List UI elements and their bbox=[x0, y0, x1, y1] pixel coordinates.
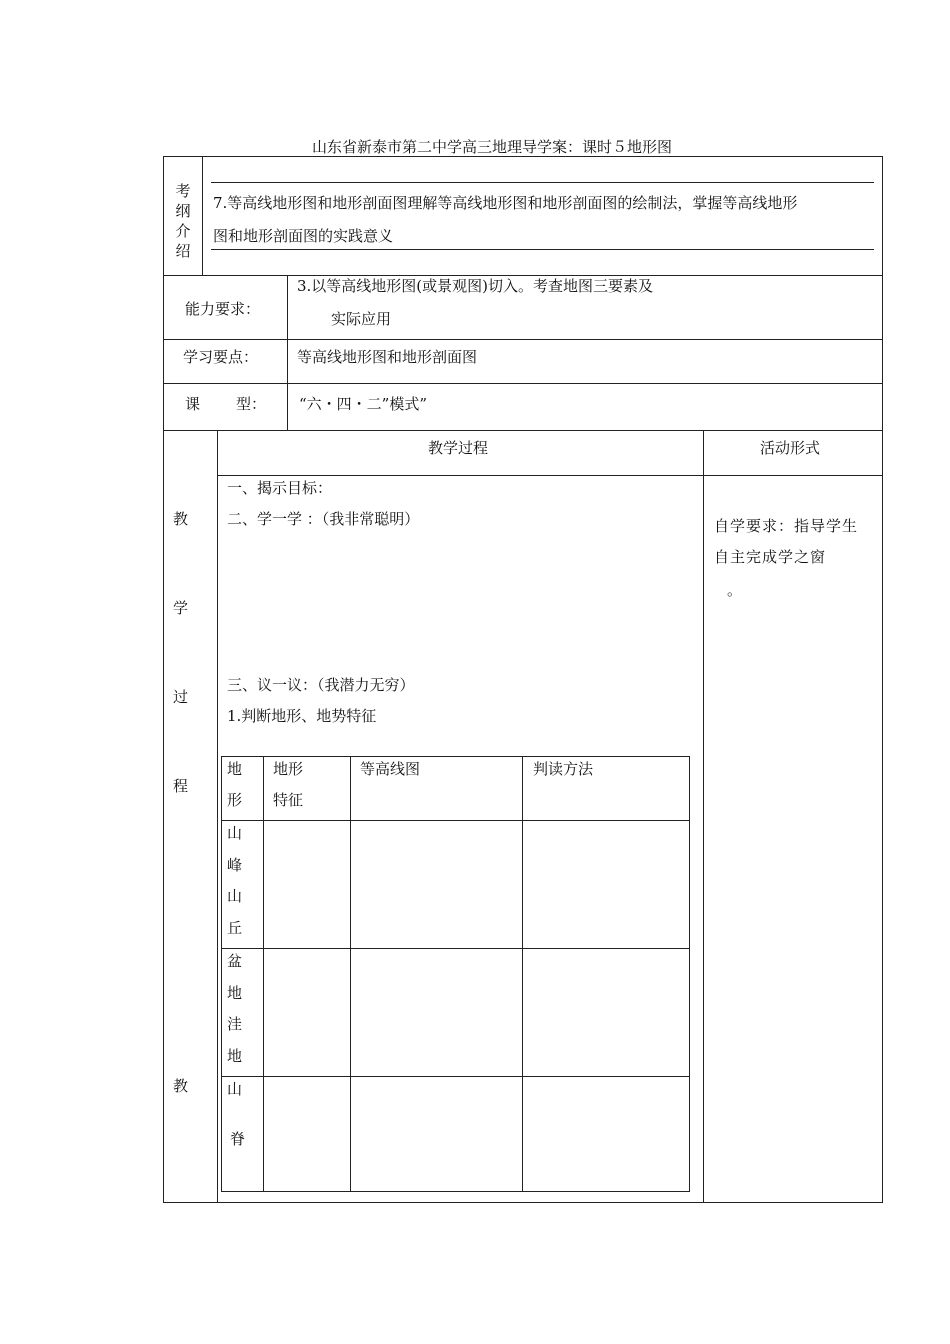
activity-column-divider bbox=[703, 430, 704, 1202]
row-divider-3 bbox=[163, 383, 883, 384]
syllabus-inner-rule-bottom bbox=[211, 249, 874, 250]
feature-header-line2: 特征 bbox=[273, 791, 304, 809]
table-border-bottom bbox=[163, 1202, 883, 1203]
row-peak-char: 丘 bbox=[227, 919, 243, 937]
page-title: 山东省新泰市第二中学高三地理导学案：课时５地形图 bbox=[312, 138, 673, 156]
landform-table-left bbox=[221, 756, 222, 1192]
ability-label: 能力要求： bbox=[185, 300, 261, 318]
feature-header-line1: 地形 bbox=[273, 760, 304, 778]
step-reveal-goals: 一、揭示目标： bbox=[227, 479, 333, 497]
row-divider-4 bbox=[163, 430, 883, 431]
row-ridge-char: 山 bbox=[227, 1080, 243, 1098]
table-border-left bbox=[163, 156, 164, 1203]
ability-text-line1: 3.以等高线地形图(或景观图)切入。考查地图三要素及 bbox=[297, 277, 654, 295]
row-ridge-char: 脊 bbox=[230, 1130, 246, 1148]
step-learn: 二、学一学 ：（我非常聪明） bbox=[227, 510, 420, 528]
lesson-type-label-b: 型： bbox=[236, 395, 267, 413]
row-peak-char: 峰 bbox=[227, 856, 243, 874]
lesson-type-value: “六・四・二”模式” bbox=[299, 395, 428, 413]
row-basin-char: 地 bbox=[227, 984, 243, 1002]
activity-column-header: 活动形式 bbox=[760, 439, 821, 457]
contour-header: 等高线图 bbox=[360, 760, 421, 778]
landform-table-row-rule bbox=[221, 948, 690, 949]
landform-table-col-rule bbox=[263, 756, 264, 1192]
process-column-header: 教学过程 bbox=[428, 439, 489, 457]
syllabus-text-line1: 7.等高线地形图和地形剖面图理解等高线地形图和地形剖面图的绘制法，掌握等高线地形 bbox=[213, 194, 798, 212]
keypoints-value: 等高线地形图和地形剖面图 bbox=[297, 348, 478, 366]
keypoints-label: 学习要点： bbox=[183, 348, 259, 366]
landform-table-bottom bbox=[221, 1191, 690, 1192]
syllabus-label-char: 纲 bbox=[175, 202, 191, 220]
landform-table-col-rule bbox=[350, 756, 351, 1192]
syllabus-inner-rule-top bbox=[211, 182, 874, 183]
landform-table-header-rule bbox=[221, 820, 690, 821]
landform-header-char: 地 bbox=[227, 760, 243, 778]
syllabus-divider bbox=[202, 156, 203, 275]
table-border-top bbox=[163, 156, 883, 157]
row-basin-char: 地 bbox=[227, 1047, 243, 1065]
method-header: 判读方法 bbox=[533, 760, 594, 778]
row-divider-2 bbox=[163, 339, 883, 340]
landform-table-col-rule bbox=[522, 756, 523, 1192]
activity-text-line1: 自学要求：指导学生 bbox=[714, 517, 859, 535]
activity-text-line2: 自主完成学之窗 bbox=[714, 548, 827, 566]
row-basin-char: 洼 bbox=[227, 1015, 243, 1033]
landform-header-char: 形 bbox=[227, 791, 243, 809]
syllabus-label-char: 绍 bbox=[175, 242, 191, 260]
process-side-char: 过 bbox=[173, 688, 189, 706]
process-side-char: 学 bbox=[173, 599, 189, 617]
process-header-rule bbox=[217, 475, 883, 476]
landform-table-top bbox=[221, 756, 690, 757]
row-basin-char: 盆 bbox=[227, 952, 243, 970]
landform-table-row-rule bbox=[221, 1076, 690, 1077]
step-discuss-item-1: 1.判断地形、地势特征 bbox=[227, 707, 377, 725]
syllabus-label bbox=[173, 181, 193, 261]
lesson-type-label-a: 课 bbox=[185, 395, 201, 413]
syllabus-label-char: 考 bbox=[175, 182, 191, 200]
activity-text-line3: 。 bbox=[727, 581, 743, 599]
ability-text-line2: 实际应用 bbox=[331, 310, 392, 328]
row-peak-char: 山 bbox=[227, 887, 243, 905]
process-side-char: 程 bbox=[173, 777, 189, 795]
syllabus-text-line2: 图和地形剖面图的实践意义 bbox=[213, 227, 394, 245]
step-discuss: 三、议一议：（我潜力无穷） bbox=[227, 676, 415, 694]
row-peak-char: 山 bbox=[227, 824, 243, 842]
syllabus-label-char: 介 bbox=[175, 222, 191, 240]
table-border-right bbox=[882, 156, 883, 1203]
label-column-divider bbox=[287, 275, 288, 430]
process-side-char: 教 bbox=[173, 510, 189, 528]
process-side-char: 教 bbox=[173, 1077, 189, 1095]
process-side-divider bbox=[217, 430, 218, 1202]
landform-table-right bbox=[689, 756, 690, 1192]
